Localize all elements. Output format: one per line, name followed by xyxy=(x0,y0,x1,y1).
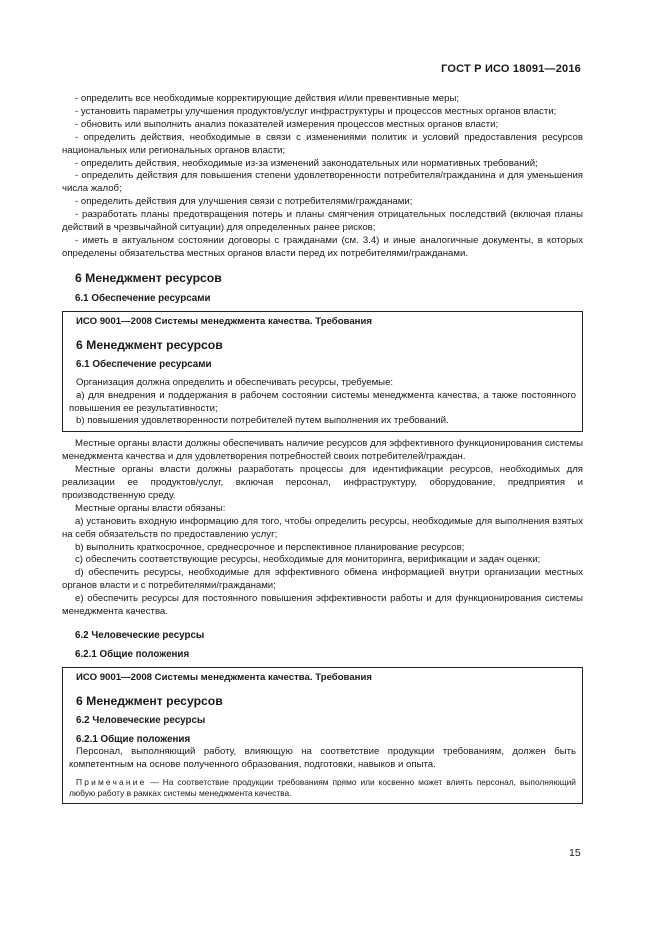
list-item: a) установить входную информацию для того, чтобы определить ресурсы, необходимые для выполнения взятых на себя обязательств по предоставлению услуг; xyxy=(62,515,583,540)
iso-quote-box xyxy=(62,311,583,433)
quote-subsection-title: 6.2 Человеческие ресурсы xyxy=(76,714,206,726)
paragraph: Местные органы власти должны обеспечивать наличие ресурсов для эффективного функционирования системы менеджмента качества и для удовлетворения потребностей своих потребителей/граждан. xyxy=(62,438,583,463)
section-title: 6 Менеджмент ресурсов xyxy=(75,270,222,285)
list-item: - иметь в актуальном состоянии договоры с гражданами (см. 3.4) и иные аналогичные документы, в которых определены обязательства местных органов власти перед их потребителями/гражданами. xyxy=(62,234,583,259)
list-item: - определить действия, необходимые в связи с изменениями политик и условий предоставления ресурсов национальных или региональных органов власти; xyxy=(62,131,583,156)
standard-header: ГОСТ Р ИСО 18091—2016 xyxy=(441,63,581,75)
page-content xyxy=(62,93,583,810)
list-item: - определить действия для повышения степени удовлетворенности потребителя/гражданина и для уменьшения числа жалоб; xyxy=(62,170,583,195)
section-61-body xyxy=(62,438,583,619)
note-text: — На соответствие продукции требованиям прямо или косвенно может влиять персонал, выполняющий любую работу в рамках системы менеджмента качества. xyxy=(69,776,576,799)
paragraph: Местные органы власти обязаны: xyxy=(75,502,226,514)
page-number: 15 xyxy=(569,847,581,859)
list-item: d) обеспечить ресурсы, необходимые для эффективного обмена информацией внутри организации местных органов власти и с потребителями/гражданами; xyxy=(62,567,583,592)
quote-subsection-title: 6.1 Обеспечение ресурсами xyxy=(76,358,212,370)
quote-paragraph: Персонал, выполняющий работу, влияющую на соответствие продукции требованиям, должен быть компетентным на основе полученного образования, подготовки, навыков и опыта. xyxy=(69,745,576,770)
subsection-title: 6.1 Обеспечение ресурсами xyxy=(75,292,211,304)
quote-paragraph: Организация должна определить и обеспечивать ресурсы, требуемые: xyxy=(76,376,394,388)
note-label: Примечание xyxy=(76,776,147,787)
paragraph: Местные органы власти должны разработать процессы для идентификации ресурсов, необходимых для реализации ее продуктов/услуг, включая персонал, инфраструктуру, оборудование, предприятия и производственную среду. xyxy=(62,464,583,501)
list-item: e) обеспечить ресурсы для постоянного повышения эффективности работы и для функционирования системы менеджмента качества. xyxy=(62,593,583,618)
quote-section-title: 6 Менеджмент ресурсов xyxy=(76,693,223,708)
list-item: - определить действия для улучшения связи с потребителями/гражданами; xyxy=(75,196,413,208)
subsubsection-title: 6.2.1 Общие положения xyxy=(75,649,190,660)
list-item: - определить действия, необходимые из-за изменений законодательных или нормативных требований; xyxy=(75,157,538,169)
quote-list-item: b) повышения удовлетворенности потребителей путем выполнения их требований. xyxy=(76,415,449,427)
intro-list xyxy=(62,93,583,261)
list-item: - определить все необходимые корректирующие действия и/или превентивные меры; xyxy=(75,93,460,104)
list-item: b) выполнить краткосрочное, среднесрочное и перспективное планирование ресурсов; xyxy=(75,541,465,553)
quote-subsubsection-title: 6.2.1 Общие положения xyxy=(76,733,191,745)
list-item: - разработать планы предотвращения потерь и планы смягчения отрицательных последствий (включая планы действий в чрезвычайной ситуации) для определенных ранее рисков; xyxy=(62,209,583,234)
subsection-title: 6.2 Человеческие ресурсы xyxy=(75,630,205,641)
iso-quote-box xyxy=(62,667,583,804)
quote-list-item: a) для внедрения и поддержания в рабочем состоянии системы менеджмента качества, а также постоянного повышения ее результативности; xyxy=(69,389,576,414)
quote-note xyxy=(69,777,576,800)
list-item: c) обеспечить соответствующие ресурсы, необходимые для мониторинга, верификации и задач оценки; xyxy=(75,554,541,566)
quote-section-title: 6 Менеджмент ресурсов xyxy=(76,337,223,352)
list-item: - установить параметры улучшения продуктов/услуг инфраструктуры и процессов местных органов власти; xyxy=(75,105,557,117)
list-item: - обновить или выполнить анализ показателей измерения процессов местных органов власти; xyxy=(75,118,499,130)
quote-source: ИСО 9001—2008 Системы менеджмента качества. Требования xyxy=(76,672,372,683)
quote-source: ИСО 9001—2008 Системы менеджмента качества. Требования xyxy=(76,315,372,327)
